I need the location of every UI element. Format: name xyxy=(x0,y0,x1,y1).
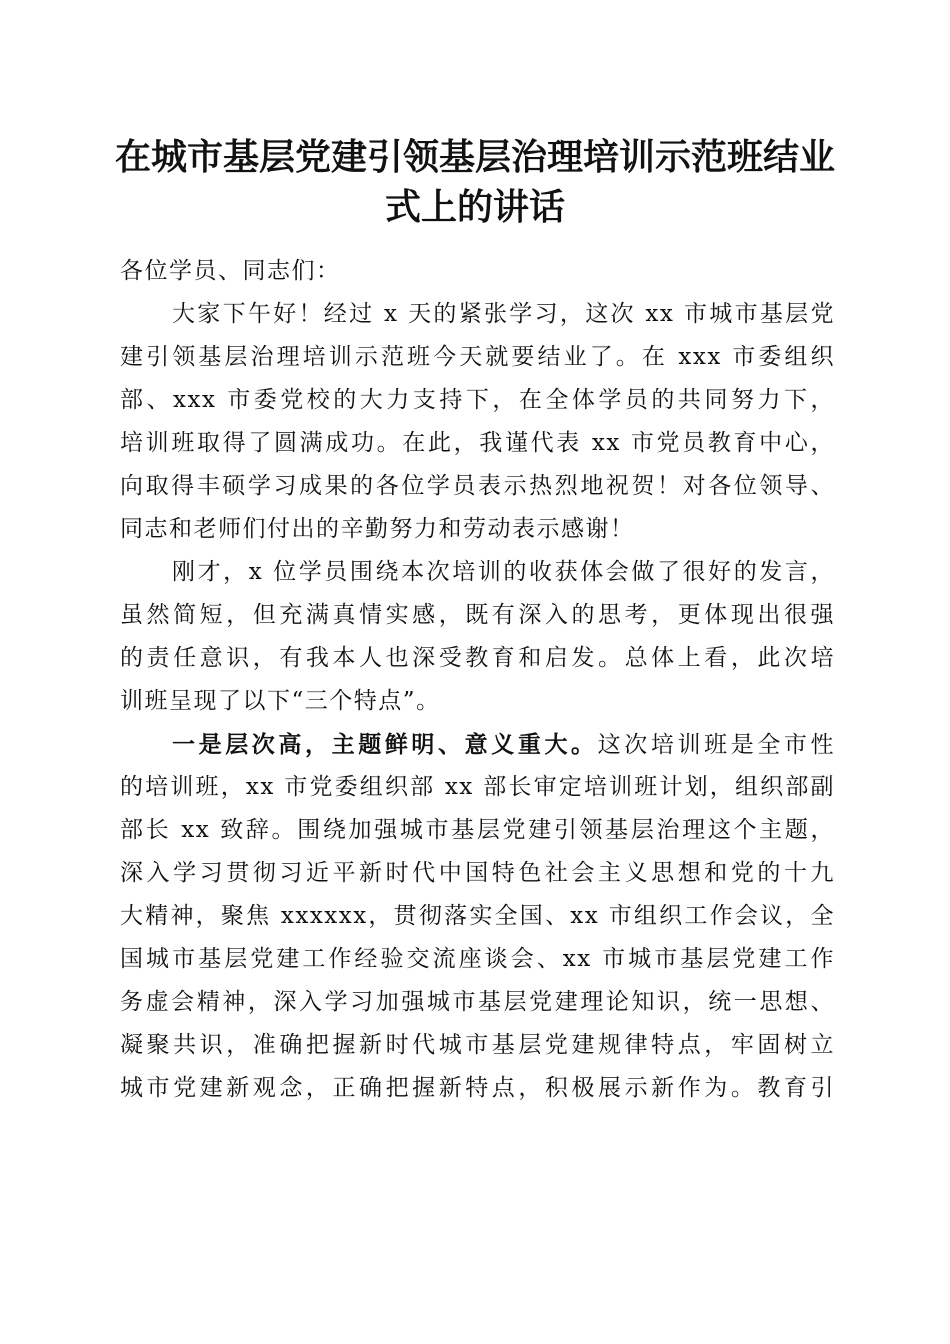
paragraph-3-lead: 一是层次高，主题鲜明、意义重大。 xyxy=(172,731,598,758)
paragraph-1-line: 培训班取得了圆满成功。在此，我谨代表 xx 市党员教育中心， xyxy=(120,430,835,456)
paragraph-3-first-line xyxy=(120,723,835,766)
paragraph-3-line: 凝聚共识，准确把握新时代城市基层党建规律特点，牢固树立 xyxy=(120,1032,835,1058)
paragraph-1-line: 同志和老师们付出的辛勤努力和劳动表示感谢！ xyxy=(120,516,635,542)
paragraph-3-line: 务虚会精神，深入学习加强城市基层党建理论知识，统一思想、 xyxy=(120,989,835,1015)
paragraph-1-line: 建引领基层治理培训示范班今天就要结业了。在 xxx 市委组织 xyxy=(120,344,835,370)
paragraph-3-line: 的培训班，xx 市党委组织部 xx 部长审定培训班计划，组织部副 xyxy=(120,774,835,800)
paragraph-3-line: 大精神，聚焦 xxxxxx，贯彻落实全国、xx 市组织工作会议，全 xyxy=(120,903,835,929)
title-line-1: 在城市基层党建引领基层治理培训示范班结业 xyxy=(114,136,835,178)
paragraph-2-line: 虽然简短，但充满真情实感，既有深入的思考，更体现出很强 xyxy=(120,602,835,628)
paragraph-2-line: 训班呈现了以下“三个特点”。 xyxy=(120,688,441,714)
paragraph-1-line: 部、xxx 市委党校的大力支持下，在全体学员的共同努力下， xyxy=(120,387,835,413)
salutation: 各位学员、同志们： xyxy=(120,258,341,284)
paragraph-3-line: 部长 xx 致辞。围绕加强城市基层党建引领基层治理这个主题， xyxy=(120,817,835,843)
paragraph-3-line: 深入学习贯彻习近平新时代中国特色社会主义思想和党的十九 xyxy=(120,860,835,886)
paragraph-2-line: 刚才，x 位学员围绕本次培训的收获体会做了很好的发言， xyxy=(172,559,835,585)
paragraph-2-line: 的责任意识，有我本人也深受教育和启发。总体上看，此次培 xyxy=(120,645,835,671)
document-body xyxy=(120,250,835,1110)
paragraph-3-first-rest: 这次培训班是全市性 xyxy=(597,732,836,758)
paragraph-1-line: 大家下午好！经过 x 天的紧张学习，这次 xx 市城市基层党 xyxy=(172,301,835,327)
title-line-2: 式上的讲话 xyxy=(384,186,565,228)
paragraph-1-line: 向取得丰硕学习成果的各位学员表示热烈地祝贺！对各位领导、 xyxy=(120,473,835,499)
paragraph-3-line: 国城市基层党建工作经验交流座谈会、xx 市城市基层党建工作 xyxy=(120,946,835,972)
document-title xyxy=(100,132,850,232)
paragraph-3-line: 城市党建新观念，正确把握新特点，积极展示新作为。教育引 xyxy=(120,1075,835,1101)
